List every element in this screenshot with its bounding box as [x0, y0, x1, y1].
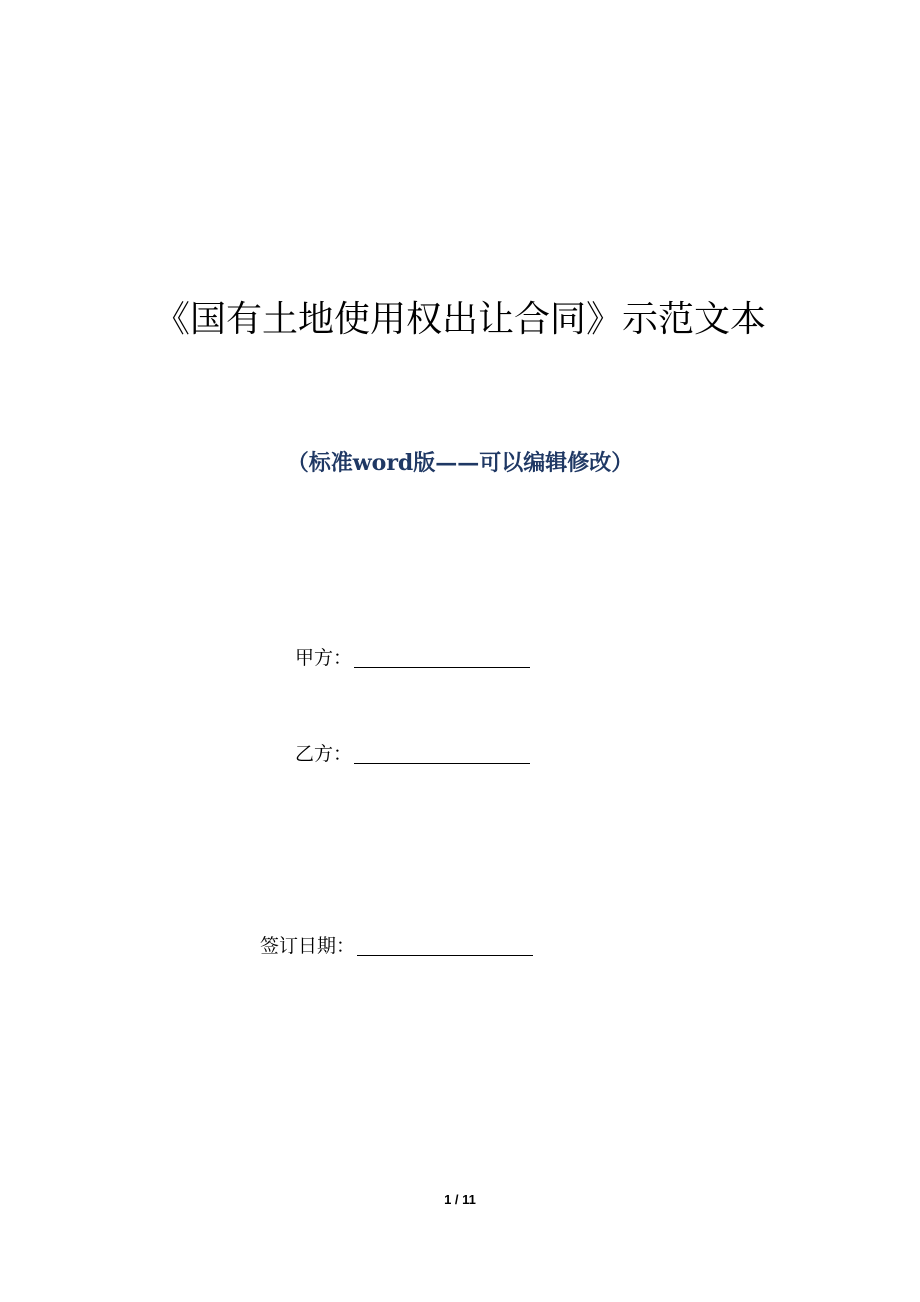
sign-date-field [260, 933, 533, 959]
party-a-blank-line[interactable] [354, 647, 530, 668]
party-b-field [295, 741, 530, 767]
party-a-label: 甲方： [295, 647, 353, 669]
party-b-label: 乙方： [295, 743, 353, 765]
sign-date-label: 签订日期： [260, 935, 356, 957]
party-b-blank-line[interactable] [354, 743, 530, 764]
document-subtitle: （标准word版——可以编辑修改） [286, 450, 634, 476]
page-number: 1 / 11 [444, 1192, 476, 1207]
party-a-field [295, 645, 530, 671]
sign-date-blank-line[interactable] [357, 935, 533, 956]
document-title: 《国有土地使用权出让合同》示范文本 [153, 299, 766, 340]
